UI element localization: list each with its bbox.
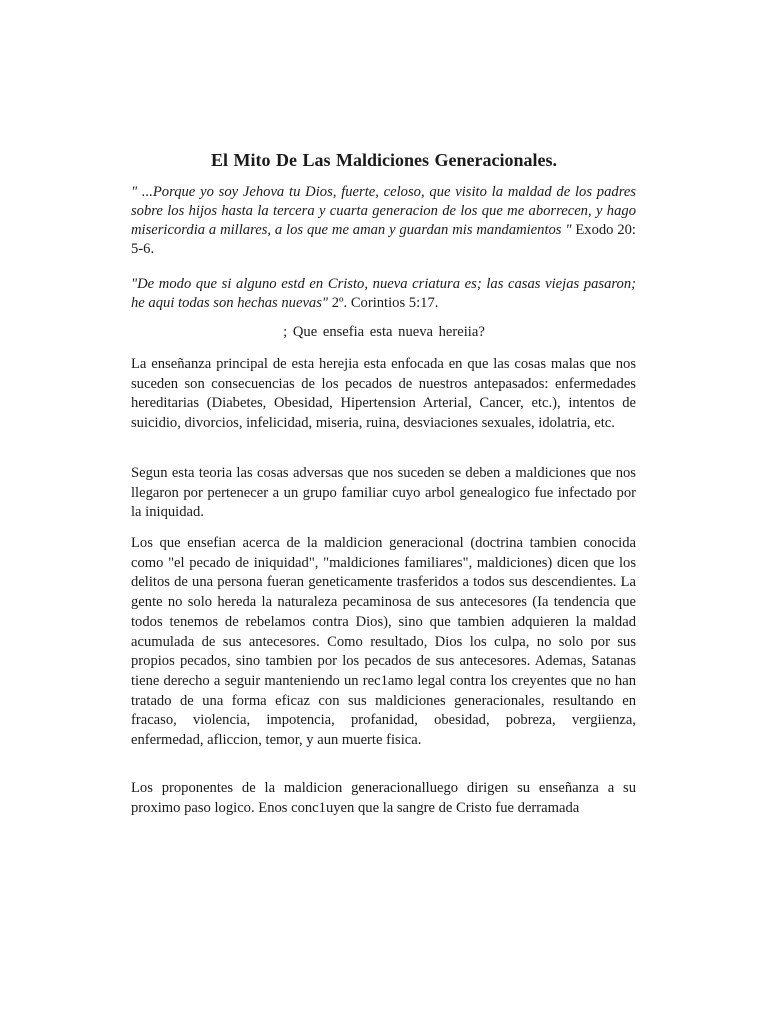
body-paragraph: Los proponentes de la maldicion generacionalluego dirigen su enseñanza a su proximo paso logico. Enos conc1uyen que la sangre de Cristo fue derramada: [131, 780, 636, 816]
quote-reference: Exodo 20: 5-6.: [131, 222, 636, 257]
quote-reference: 2º. Corintios 5:17.: [328, 295, 439, 311]
body-paragraph: Segun esta teoria las cosas adversas que nos suceden se deben a maldiciones que nos llegaron por pertenecer a un grupo familiar cuyo arbol genealogico fue infectado por la iniquidad.: [131, 465, 636, 521]
scripture-quote-corinthians: [131, 275, 636, 313]
scripture-quote-exodus: [131, 183, 636, 259]
section-question: ; Que ensefia esta nueva hereiia?: [283, 324, 485, 340]
quote-text: "De modo que si alguno estd en Cristo, nueva criatura es; las casas viejas pasaron; he aqui todas son hechas nuevas": [131, 276, 636, 311]
document-title: El Mito De Las Maldiciones Generacionales.: [211, 150, 557, 170]
body-paragraph: La enseñanza principal de esta herejia esta enfocada en que las cosas malas que nos suceden son consecuencias de los pecados de nuestros antepasados: enfermedades hereditarias (Diabetes, Obesidad, Hipertension Arterial, Cancer, etc.), intentos de suicidio, divorcios, infelicidad, miseria, ruina, desviaciones sexuales, idolatria, etc.: [131, 356, 636, 432]
quote-text: " ...Porque yo soy Jehova tu Dios, fuerte, celoso, que visito la maldad de los padres sobre los hijos hasta la tercera y cuarta generacion de los que me aborrecen, y hago misericordia a millares, a los que me aman y guardan mis mandamientos ": [131, 184, 636, 238]
body-paragraph: Los que ensefian acerca de la maldicion generacional (doctrina tambien conocida como "el pecado de iniquidad", "maldiciones familiares", maldiciones) dicen que los delitos de una persona fueran geneticamente trasferidos a todos sus descendientes. La gente no solo hereda la naturaleza pecaminosa de sus antecesores (Ia tendencia que todos tenemos de rebelamos contra Dios), sino que tambien adquieren la maldad acumulada de sus antecesores. Como resultado, Dios los culpa, no solo por sus propios pecados, sino tambien por los pecados de sus antecesores. Ademas, Satanas tiene derecho a seguir manteniendo un rec1amo legal contra los creyentes que no han tratado de una forma eficaz con sus maldiciones generacionales, resultando en fracaso, violencia, impotencia, profanidad, obesidad, pobreza, vergiienza, enfermedad, afliccion, temor, y aun muerte fisica.: [131, 535, 636, 749]
